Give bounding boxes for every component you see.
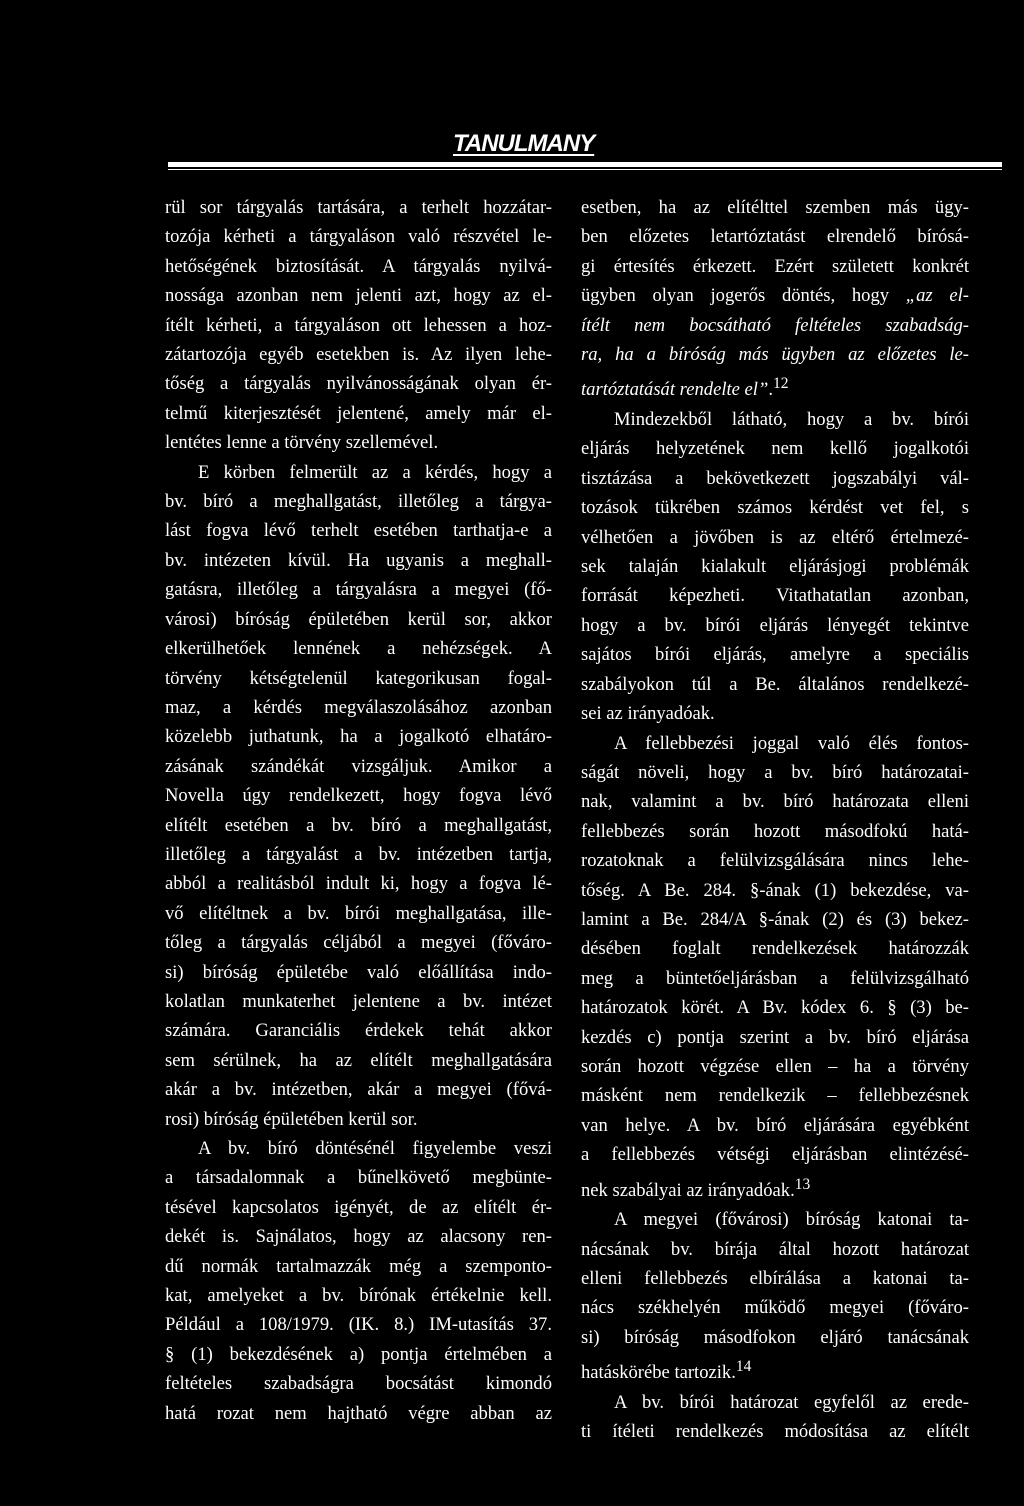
text-line	[581, 787, 969, 816]
line-text: telmű kiterjesztését jelentené, amely már el-	[165, 402, 552, 424]
text-line	[581, 1170, 969, 1206]
line-text: a fellebbezés vétségi eljárásban elintézésé-	[581, 1144, 969, 1166]
line-text: ben előzetes letartóztatást elrendelő bírósá-	[581, 226, 969, 248]
text-line	[165, 781, 552, 810]
line-text: sem sérülnek, ha az elítélt meghallgatására	[165, 1049, 552, 1071]
line-text: nak, valamint a bv. bíró határozata elleni	[581, 791, 969, 813]
line-text: sajátos bírói eljárás, amelyre a speciális	[581, 644, 969, 666]
text-line	[165, 928, 552, 957]
text-line	[165, 1252, 552, 1281]
line-text: tőleg a tárgyalás céljából a megyei (főváro-	[165, 932, 552, 954]
line-text: számára. Garanciális érdekek tehát akkor	[165, 1020, 552, 1042]
text-line	[165, 840, 552, 869]
text-line	[165, 664, 552, 693]
text-line	[581, 252, 969, 281]
line-text: feltételes szabadságra bocsátást kimondó	[165, 1373, 552, 1395]
text-line	[165, 1369, 552, 1398]
line-text: ti ítéleti rendelkezés módosítása az elítélt	[581, 1421, 969, 1443]
left-text-column	[165, 193, 552, 1428]
line-text: hatá rozat nem hajtható végre abban az	[165, 1402, 552, 1424]
text-line	[165, 1046, 552, 1075]
text-line	[581, 464, 969, 493]
text-line	[581, 340, 969, 369]
line-text: elítélt esetében a bv. bíró a meghallgatást,	[165, 814, 552, 836]
line-text: meg a büntetőeljárásban a felülvizsgálható	[581, 967, 969, 989]
text-line	[581, 222, 969, 251]
right-text-column	[581, 193, 969, 1447]
text-line	[165, 487, 552, 516]
text-line	[581, 281, 969, 310]
line-text: tozások tükrében számos kérdést vet fel, s	[581, 497, 969, 519]
text-line	[165, 311, 552, 340]
text-line	[165, 193, 552, 222]
line-text: határozatok körét. A Bv. kódex 6. § (3) be-	[581, 997, 969, 1019]
text-line	[581, 493, 969, 522]
line-text: esetben, ha az elítélttel szemben más ügy-	[581, 197, 969, 218]
line-text: lentétes lenne a törvény szellemével.	[165, 432, 439, 454]
text-line	[581, 729, 969, 758]
line-text: ítélt kérheti, a tárgyaláson ott lehessen a hoz-	[165, 314, 552, 336]
text-line	[165, 899, 552, 928]
text-line	[581, 993, 969, 1022]
line-text: § (1) bekezdésének a) pontja értelmében a	[165, 1343, 552, 1365]
text-line	[581, 611, 969, 640]
section-header-title: TANULMANY	[453, 130, 595, 157]
line-text: tozója kérheti a tárgyaláson való részvétel le-	[165, 226, 552, 248]
line-text: E körben felmerült az a kérdés, hogy a	[198, 461, 552, 483]
line-text: ságát növeli, hogy a bv. bíró határozatai-	[581, 761, 969, 783]
line-text: tőség. A Be. 284. §-ának (1) bekezdése, va-	[581, 879, 969, 901]
text-line	[581, 1323, 969, 1352]
text-line	[165, 1222, 552, 1251]
text-line	[165, 1340, 552, 1369]
text-line	[165, 369, 552, 398]
text-line	[165, 340, 552, 369]
text-line	[165, 869, 552, 898]
line-text: zátartozója egyéb esetekben is. Az ilyen lehe-	[165, 344, 552, 366]
line-text: si) bíróság másodfokon eljáró tanácsának	[581, 1326, 969, 1348]
text-line	[165, 1134, 552, 1163]
text-line	[165, 575, 552, 604]
text-line	[581, 1081, 969, 1110]
text-line	[581, 876, 969, 905]
text-line	[581, 699, 969, 728]
text-line	[581, 1293, 969, 1322]
line-text: a társadalomnak a bűnelkövető megbünte-	[165, 1167, 552, 1189]
line-text: A megyei (fővárosi) bíróság katonai ta-	[614, 1209, 969, 1231]
line-text: Mindezekből látható, hogy a bv. bírói	[614, 409, 969, 431]
text-line	[581, 311, 969, 340]
text-line	[581, 405, 969, 434]
line-text: törvény kétségtelenül kategorikusan fogal-	[165, 667, 552, 689]
text-line	[581, 552, 969, 581]
text-line	[581, 1235, 969, 1264]
line-text: illetőleg a tárgyalást a bv. intézetben tartja,	[165, 843, 552, 865]
text-line	[165, 546, 552, 575]
line-text: désében foglalt rendelkezések határozzák	[581, 938, 969, 960]
italic-quote: „az el-	[905, 285, 969, 307]
text-line	[165, 281, 552, 310]
text-line	[165, 458, 552, 487]
text-line	[165, 987, 552, 1016]
text-line	[581, 1111, 969, 1140]
text-line	[165, 722, 552, 751]
line-text: kolatlan munkaterhet jelentene a bv. intézet	[165, 990, 552, 1012]
text-line	[581, 846, 969, 875]
text-line	[165, 1193, 552, 1222]
line-text: hetőségének biztosítását. A tárgyalás nyilvá-	[165, 255, 552, 277]
line-text: sek talaján kialakult eljárásjogi problémák	[581, 556, 969, 578]
text-line	[165, 222, 552, 251]
line-text: hogy a bv. bírói eljárás lényegét tekintve	[581, 614, 969, 636]
text-line	[581, 523, 969, 552]
line-text: nek szabályai az irányadóak.	[581, 1179, 795, 1201]
line-text: zásának szándékát vizsgáljuk. Amikor a	[165, 755, 552, 777]
text-line	[165, 958, 552, 987]
italic-quote: tartóztatását rendelte el”	[581, 379, 769, 401]
text-line	[581, 1140, 969, 1169]
text-line	[581, 905, 969, 934]
italic-quote: ítélt nem bocsátható feltételes szabadság-	[581, 314, 969, 336]
text-line	[581, 670, 969, 699]
line-text: gatásra, illetőleg a tárgyalásra a megyei (fő-	[165, 579, 552, 601]
line-text: során hozott végzése ellen – ha a törvény	[581, 1055, 969, 1077]
line-text: fellebbezés során hozott másodfokú hatá-	[581, 820, 969, 842]
text-line	[165, 252, 552, 281]
line-text: dekét is. Sajnálatos, hogy az alacsony ren-	[165, 1226, 552, 1248]
text-line	[581, 1388, 969, 1417]
text-line	[581, 758, 969, 787]
line-text: sei az irányadóak.	[581, 703, 715, 725]
line-text: bv. bíró a meghallgatást, illetőleg a tárgya-	[165, 491, 552, 513]
line-text: tőség a tárgyalás nyilvánosságának olyan ér-	[165, 373, 552, 395]
line-text: lást fogva lévő terhelt esetében tarthatja-e a	[165, 520, 552, 542]
line-text: tisztázása a bekövetkezett jogszabályi vál-	[581, 467, 969, 489]
text-line	[581, 369, 969, 405]
text-line	[165, 1075, 552, 1104]
line-text: ügyben olyan jogerős döntés, hogy	[581, 285, 906, 307]
line-text: rosi) bíróság épületében kerül sor.	[165, 1108, 418, 1130]
text-line	[581, 1052, 969, 1081]
text-line	[581, 1352, 969, 1388]
line-text: bv. intézeten kívül. Ha ugyanis a meghall-	[165, 549, 552, 571]
footnote-ref: 14	[735, 1358, 752, 1376]
header-rule-thick	[168, 162, 1002, 167]
text-line	[581, 1205, 969, 1234]
text-line	[165, 811, 552, 840]
text-line	[581, 1023, 969, 1052]
footnote-ref: 12	[772, 375, 789, 393]
line-text: közelebb juthatunk, ha a jogalkotó elhatáro-	[165, 726, 552, 748]
line-text: vélhetően a jövőben is az eltérő értelmezé-	[581, 526, 969, 548]
line-text: dű normák tartalmazzák még a szemponto-	[165, 1255, 552, 1277]
line-text: másként nem rendelkezik – fellebbezésnek	[581, 1085, 969, 1107]
line-text: tésével kapcsolatos igényét, de az elítélt ér-	[165, 1196, 552, 1218]
line-text: A bv. bírói határozat egyfelől az erede-	[614, 1391, 969, 1413]
line-text: nácsának bv. bírája által hozott határozat	[581, 1238, 969, 1260]
text-line	[165, 605, 552, 634]
text-line	[581, 1417, 969, 1446]
text-line	[165, 516, 552, 545]
text-line	[165, 1016, 552, 1045]
text-line	[165, 399, 552, 428]
line-text: Novella úgy rendelkezett, hogy fogva lévő	[165, 785, 552, 807]
line-text: si) bíróság épületébe való előállítása indo-	[165, 961, 552, 983]
text-line	[581, 193, 969, 222]
line-text: lamint a Be. 284/A §-ának (2) és (3) bekez-	[581, 908, 969, 930]
text-line	[165, 1399, 552, 1428]
header-rule-thin	[168, 169, 1002, 170]
line-text: rozatoknak a felülvizsgálására nincs lehe-	[581, 850, 969, 872]
line-text: abból a realitásból indult ki, hogy a fogva lé-	[165, 873, 552, 895]
line-text: kezdés c) pontja szerint a bv. bíró eljárása	[581, 1026, 969, 1048]
line-text: elkerülhetőek lennének a nehézségek. A	[165, 638, 552, 660]
text-line	[581, 817, 969, 846]
line-text: A fellebbezési joggal való élés fontos-	[614, 732, 969, 754]
line-text: akár a bv. intézetben, akár a megyei (fővá-	[165, 1079, 552, 1101]
line-text: Például a 108/1979. (IK. 8.) IM-utasítás 37.	[165, 1314, 552, 1336]
line-text: vő elítéltnek a bv. bírói meghallgatása, ille-	[165, 902, 552, 924]
text-line	[165, 1310, 552, 1339]
text-line	[165, 1281, 552, 1310]
line-text: rül sor tárgyalás tartására, a terhelt hozzátar-	[165, 197, 552, 218]
text-line	[581, 934, 969, 963]
line-text: maz, a kérdés megválaszolásához azonban	[165, 696, 552, 718]
line-text: elleni fellebbezés elbírálása a katonai ta-	[581, 1268, 969, 1289]
text-line	[165, 634, 552, 663]
text-line	[581, 434, 969, 463]
text-line	[165, 1163, 552, 1192]
text-line	[165, 428, 552, 457]
line-text: A bv. bíró döntésénél figyelembe veszi	[198, 1138, 552, 1159]
line-text: nács székhelyén működő megyei (főváro-	[581, 1297, 969, 1319]
line-text: eljárás helyzetének nem kellő jogalkotói	[581, 438, 969, 460]
italic-quote: ra, ha a bíróság más ügyben az előzetes le-	[581, 344, 969, 366]
text-line	[581, 640, 969, 669]
line-text: szabályokon túl a Be. általános rendelkezé-	[581, 673, 969, 695]
line-text: .	[768, 379, 773, 401]
text-line	[165, 752, 552, 781]
line-text: városi) bíróság épületében kerül sor, akkor	[165, 608, 552, 630]
line-text: nossága azonban nem jelenti azt, hogy az el-	[165, 285, 552, 307]
text-line	[581, 1264, 969, 1293]
line-text: gi értesítés érkezett. Ezért született konkrét	[581, 255, 969, 277]
line-text: kat, amelyeket a bv. bírónak értékelnie kell.	[165, 1285, 552, 1307]
text-line	[581, 581, 969, 610]
line-text: forrását képezheti. Vitathatatlan azonban,	[581, 585, 969, 607]
text-line	[581, 964, 969, 993]
line-text: van helye. A bv. bíró eljárására egyébként	[581, 1114, 969, 1136]
line-text: hatáskörébe tartozik.	[581, 1362, 736, 1384]
footnote-ref: 13	[794, 1175, 811, 1193]
text-line	[165, 1105, 552, 1134]
text-line	[165, 693, 552, 722]
